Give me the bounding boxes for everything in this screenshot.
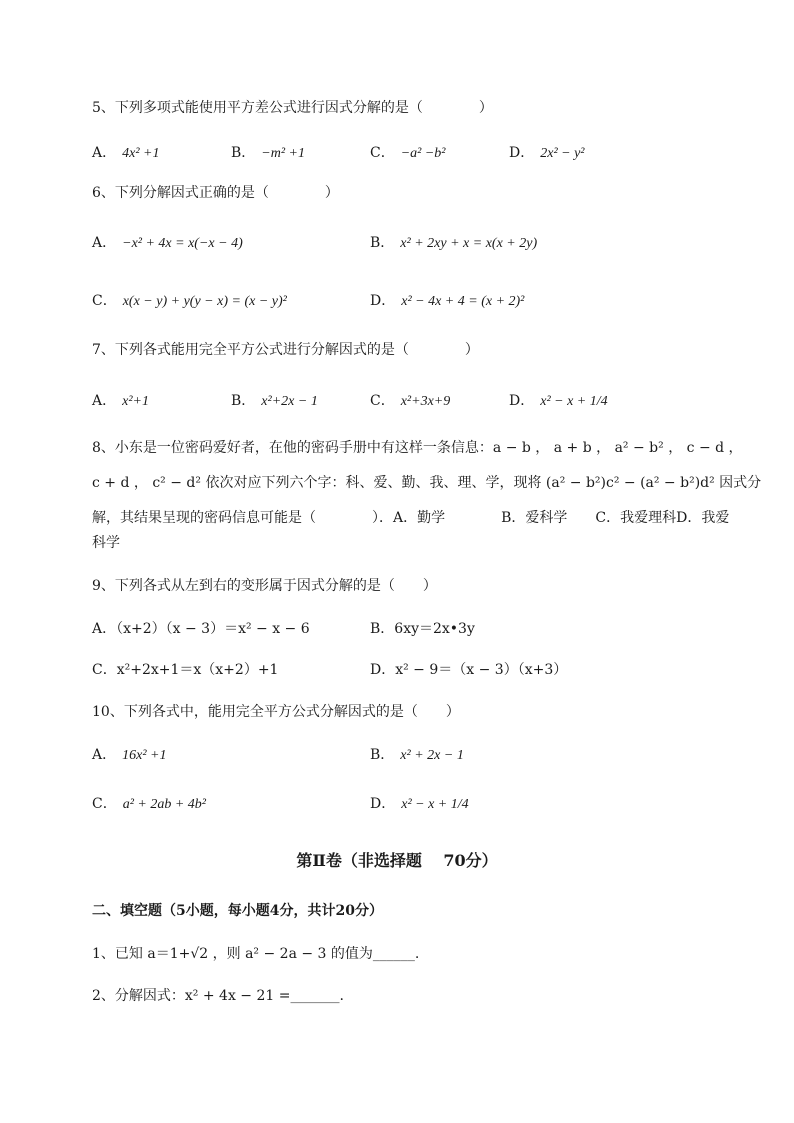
fill-question-2: 2、分解因式：x² + 4x − 21 =_______. — [92, 988, 344, 1004]
option-label: A． — [92, 145, 117, 161]
q5-option-b — [231, 143, 305, 164]
q6-option-b — [370, 233, 537, 254]
option-expression: x² − 4x + 4 = (x + 2)² — [401, 294, 525, 309]
question-10-stem: 10、下列各式中，能用完全平方公式分解因式的是（ ） — [92, 704, 460, 720]
q5-option-d — [509, 143, 585, 164]
q9-option-b: B．6xy＝2x•3y — [370, 621, 475, 637]
option-label: D． — [370, 293, 396, 309]
q7-option-c — [370, 391, 450, 412]
option-expression: −m² +1 — [261, 146, 305, 161]
q10-option-a — [92, 745, 166, 766]
option-label: C． — [370, 145, 395, 161]
option-label: B． — [231, 393, 256, 409]
question-8-line-1: 8、小东是一位密码爱好者，在他的密码手册中有这样一条信息：a − b ， a + b ， a² − b² ， c − d ， — [92, 440, 743, 456]
option-label: D． — [509, 145, 535, 161]
option-label: C． — [92, 796, 117, 812]
question-8-line-2: c + d ， c² − d² 依次对应下列六个字：科、爱、勤、我、理、学，现将 (a² − b²)c² − (a² − b²)d² 因式分 — [92, 475, 762, 491]
q10-option-d — [370, 794, 469, 815]
q5-option-a — [92, 143, 159, 164]
q9-option-c: C．x²+2x+1＝x（x+2）+1 — [92, 662, 279, 678]
q7-option-b — [231, 391, 318, 412]
question-8-line-3: 解，其结果呈现的密码信息可能是（ ）．A．勤学 B．爱科学 C．我爱理科D．我爱 — [92, 510, 730, 526]
fill-question-1: 1、已知 a＝1+√2 ，则 a² − 2a − 3 的值为______. — [92, 946, 420, 962]
part-2-title: 第Ⅱ卷（非选择题 70分） — [296, 851, 498, 870]
option-label: C． — [92, 293, 117, 309]
question-8-line-4: 科学 — [92, 535, 120, 551]
q10-option-c — [92, 794, 206, 815]
option-label: B． — [231, 145, 256, 161]
question-5-stem: 5、下列多项式能使用平方差公式进行因式分解的是（ ） — [92, 100, 493, 116]
option-expression: a² + 2ab + 4b² — [122, 797, 207, 812]
option-expression: x² − x + 1/4 — [401, 797, 469, 812]
question-6-stem: 6、下列分解因式正确的是（ ） — [92, 185, 339, 201]
option-label: A． — [92, 747, 117, 763]
q7-option-a — [92, 391, 149, 412]
option-expression: x² + 2xy + x = x(x + 2y) — [400, 236, 538, 251]
option-label: B． — [370, 747, 395, 763]
q9-option-a: A．（x+2）（x − 3）＝x² − x − 6 — [92, 621, 310, 637]
option-expression: 2x² − y² — [540, 146, 585, 161]
question-9-stem: 9、下列各式从左到右的变形属于因式分解的是（ ） — [92, 578, 437, 594]
option-expression: x² − x + 1/4 — [540, 394, 608, 409]
question-7-stem: 7、下列各式能用完全平方公式进行分解因式的是（ ） — [92, 342, 479, 358]
option-label: A． — [92, 235, 117, 251]
option-expression: x²+3x+9 — [400, 394, 451, 409]
q6-option-c — [92, 291, 287, 312]
option-expression: −a² −b² — [400, 146, 446, 161]
option-label: D． — [509, 393, 535, 409]
q5-option-c — [370, 143, 446, 164]
q6-option-d — [370, 291, 524, 312]
option-expression: 16x² +1 — [122, 748, 167, 763]
option-label: A． — [92, 393, 117, 409]
option-expression: x²+2x − 1 — [261, 394, 318, 409]
option-expression: x²+1 — [122, 394, 149, 409]
option-label: C． — [370, 393, 395, 409]
q7-option-d — [509, 391, 608, 412]
q9-option-d: D．x² − 9＝（x − 3）（x+3） — [370, 662, 568, 678]
q10-option-b — [370, 745, 464, 766]
option-expression: x(x − y) + y(y − x) = (x − y)² — [122, 294, 287, 309]
option-label: D． — [370, 796, 396, 812]
q6-option-a — [92, 233, 243, 254]
option-expression: 4x² +1 — [122, 146, 160, 161]
fill-in-section-heading: 二、填空题（5小题，每小题4分，共计20分） — [92, 903, 383, 919]
option-expression: x² + 2x − 1 — [400, 748, 464, 763]
option-expression: −x² + 4x = x(−x − 4) — [122, 236, 243, 251]
option-label: B． — [370, 235, 395, 251]
